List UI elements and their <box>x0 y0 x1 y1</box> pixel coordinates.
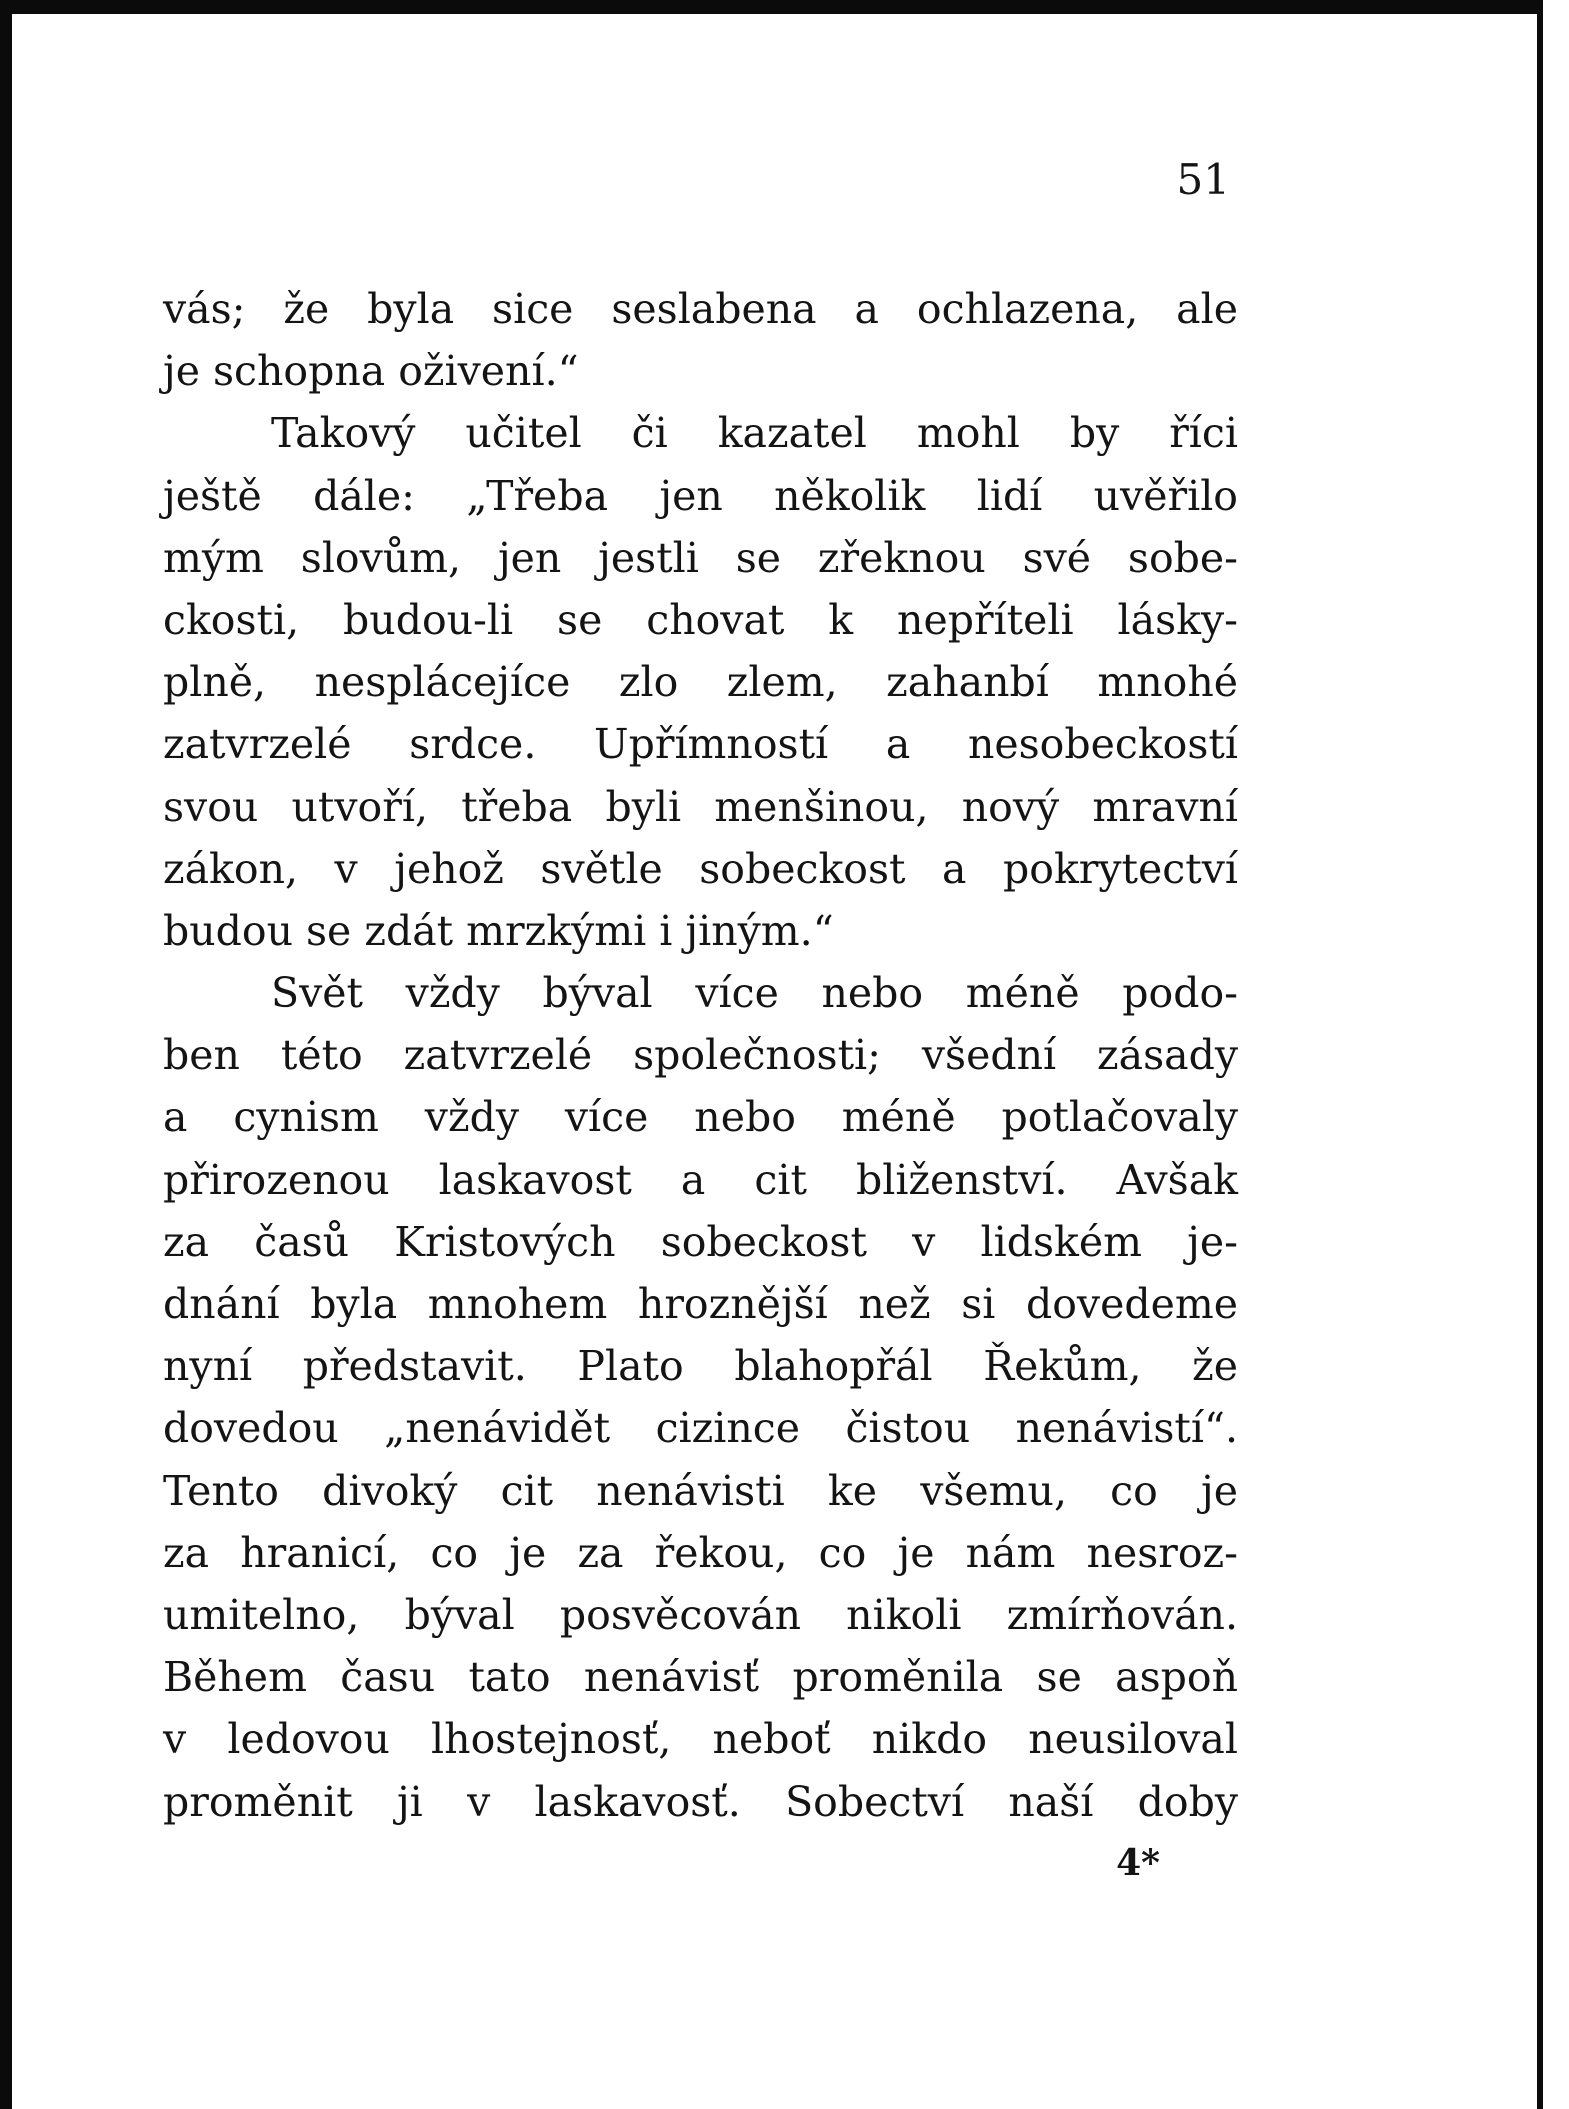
text-line: ckosti, budou-li se chovat k nepříteli lásky- <box>163 595 1238 644</box>
text-line: vás; že byla sice seslabena a ochlazena, ale <box>163 285 1238 333</box>
text-line: Svět vždy býval více nebo méně podo- <box>271 969 1238 1018</box>
text-line: mým slovům, jen jestli se zřeknou své sobe- <box>163 533 1238 582</box>
scan-border-left <box>0 0 12 2109</box>
text-line: ben této zatvrzelé společnosti; všední zásady <box>163 1031 1238 1080</box>
body-text <box>163 278 1238 1833</box>
text-line: Takový učitel či kazatel mohl by říci <box>271 409 1238 458</box>
scan-right-margin <box>1543 0 1569 2109</box>
text-line: za časů Kristových sobeckost v lidském je- <box>163 1217 1238 1266</box>
text-line: umitelno, býval posvěcován nikoli zmírňován. <box>163 1590 1238 1639</box>
text-line: zatvrzelé srdce. Upřímností a nesobeckostí <box>163 720 1238 769</box>
text-line: zákon, v jehož světle sobeckost a pokrytectví <box>163 844 1238 893</box>
text-line: za hranicí, co je za řekou, co je nám nesroz- <box>163 1528 1238 1577</box>
text-line: budou se zdát mrzkými i jiným.“ <box>163 906 834 955</box>
text-line: ještě dále: „Třeba jen několik lidí uvěřilo <box>163 471 1238 520</box>
text-line: Tento divoký cit nenávisti ke všemu, co je <box>163 1466 1238 1515</box>
scan-border-top <box>0 0 1569 14</box>
text-line: dovedou „nenávidět cizince čistou nenávistí“. <box>163 1404 1238 1453</box>
text-line: Během času tato nenávisť proměnila se aspoň <box>163 1653 1238 1702</box>
text-line: svou utvoří, třeba byli menšinou, nový mravní <box>163 782 1238 831</box>
text-line: a cynism vždy více nebo méně potlačovaly <box>163 1093 1238 1142</box>
signature-mark: 4* <box>1116 1842 1160 1884</box>
text-line: je schopna oživení.“ <box>163 347 579 396</box>
text-line: proměnit ji v laskavosť. Sobectví naší doby <box>163 1777 1238 1826</box>
text-line: nyní představit. Plato blahopřál Řekům, že <box>163 1342 1238 1391</box>
text-line: v ledovou lhostejnosť, neboť nikdo neusiloval <box>163 1715 1238 1764</box>
text-line: dnání byla mnohem hroznější než si dovedeme <box>163 1280 1238 1328</box>
page-number: 51 <box>1176 155 1230 204</box>
text-line: přirozenou laskavost a cit bliženství. Avšak <box>163 1155 1238 1204</box>
text-line: plně, nesplácejíce zlo zlem, zahanbí mnohé <box>163 658 1238 707</box>
